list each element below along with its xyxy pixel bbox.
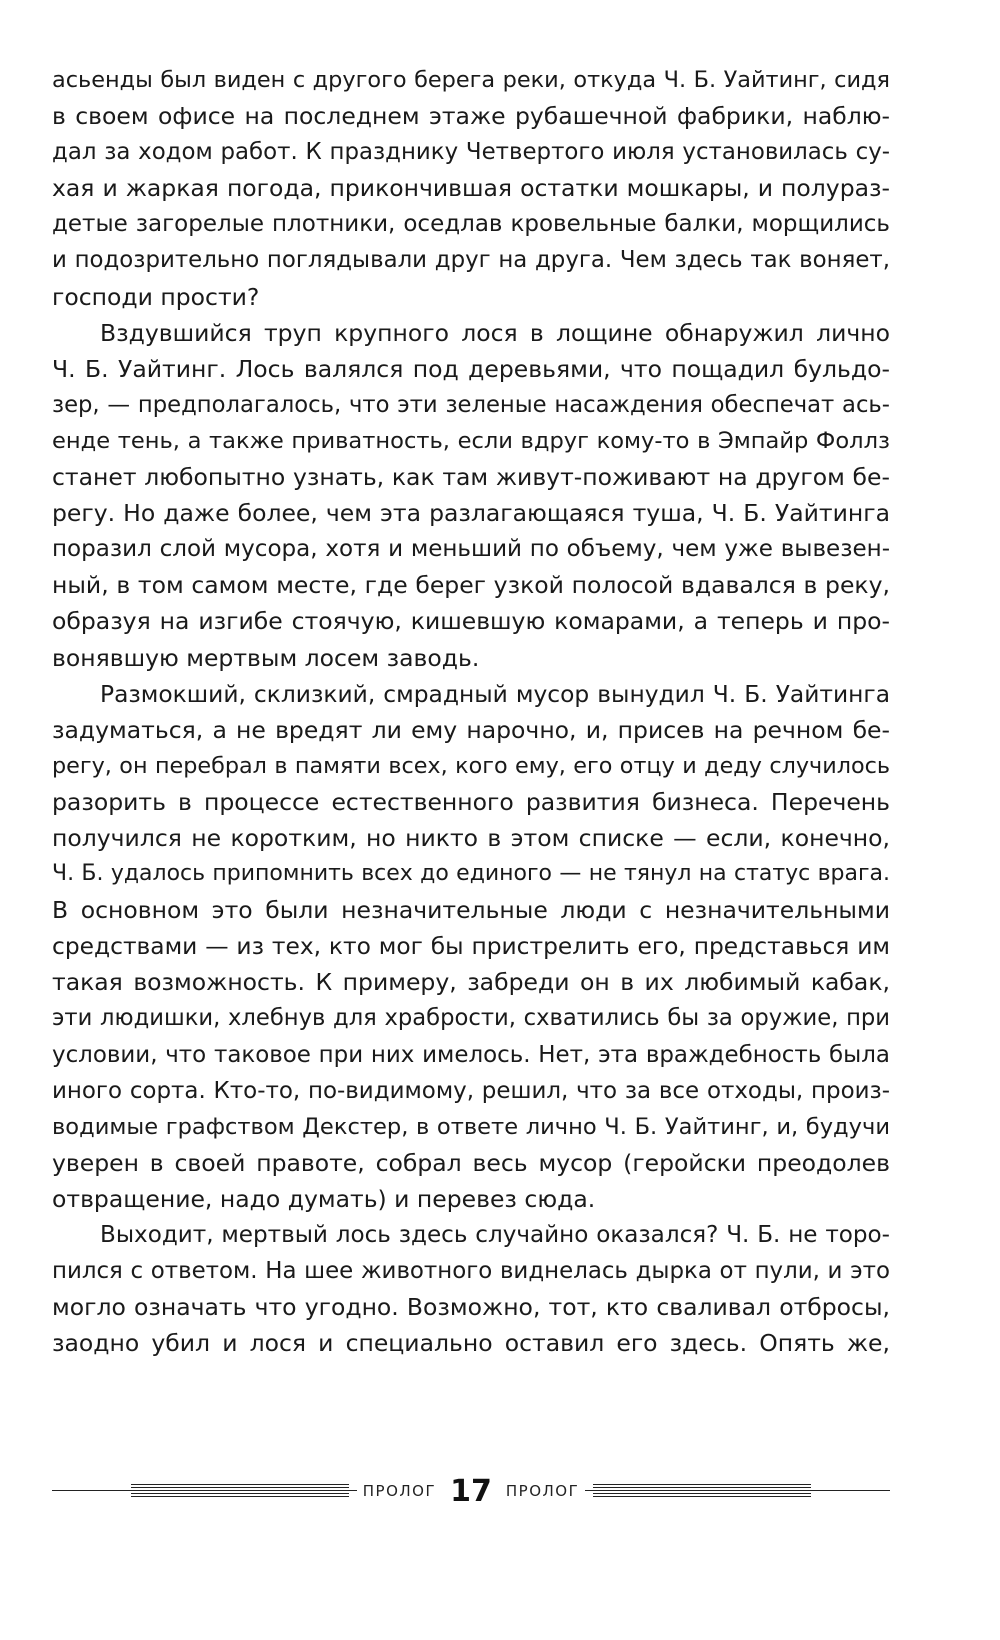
text-line: хая и жаркая погода, прикончившая остатки мошкары, и полураз-: [52, 174, 890, 203]
text-line: вонявшую мертвым лосем заводь.: [52, 643, 480, 672]
text-line: поразил слой мусора, хотя и меньший по объему, чем уже вывезен-: [52, 536, 890, 563]
footer-rule-right: [585, 1474, 890, 1508]
text-line: станет любопытно узнать, как там живут-поживают на другом бе-: [52, 463, 890, 492]
body-text: [52, 62, 890, 1361]
text-line: детые загорелые плотники, оседлав кровельные балки, морщились: [52, 211, 890, 238]
page-number: 17: [450, 1473, 492, 1509]
text-line: средствами — из тех, кто мог бы пристрелить его, представься им: [52, 932, 890, 961]
text-line: заодно убил и лося и специально оставил его здесь. Опять же,: [52, 1329, 890, 1358]
text-line: разорить в процессе естественного развития бизнеса. Перечень: [52, 787, 890, 816]
footer-rule-left: [52, 1474, 357, 1508]
text-line: дал за ходом работ. К празднику Четвертого июля установилась су-: [52, 139, 890, 166]
text-line: в своем офисе на последнем этаже рубашечной фабрики, наблю-: [52, 102, 890, 131]
text-line: Вздувшийся труп крупного лося в лощине обнаружил лично: [100, 318, 890, 347]
text-line: асьенды был виден с другого берега реки, откуда Ч. Б. Уайтинг, сидя: [52, 67, 890, 93]
text-line: эти людишки, хлебнув для храбрости, схватились бы за оружие, при: [52, 1005, 890, 1032]
text-line: регу, он перебрал в памяти всех, кого ему, его отцу и деду случилось: [52, 752, 890, 779]
text-line: Выходит, мертвый лось здесь случайно оказался? Ч. Б. не торо-: [100, 1222, 890, 1248]
text-line: ный, в том самом месте, где берег узкой полосой вдавался в реку,: [52, 571, 890, 600]
text-line: образуя на изгибе стоячую, кишевшую комарами, а теперь и про-: [52, 607, 890, 636]
text-line: Ч. Б. удалось припомнить всех до единого — не тянул на статус врага.: [52, 861, 890, 887]
text-line: условии, что таковое при них имелось. Нет, эта враждебность была: [52, 1041, 890, 1068]
page-footer: [52, 1474, 890, 1508]
text-line: водимые графством Декстер, в ответе лично Ч. Б. Уайтинг, и, будучи: [52, 1113, 890, 1140]
running-head-left: ПРОЛОГ: [362, 1482, 437, 1500]
text-line: господи прости?: [52, 282, 260, 311]
text-line: Ч. Б. Уайтинг. Лось валялся под деревьями, что пощадил бульдо-: [52, 354, 890, 383]
text-line: В основном это были незначительные люди с незначительными: [52, 896, 890, 925]
text-line: регу. Но даже более, чем эта разлагающаяся туша, Ч. Б. Уайтинга: [52, 499, 890, 528]
text-line: пился с ответом. На шее животного виднелась дырка от пули, и это: [52, 1258, 890, 1285]
text-line: могло означать что угодно. Возможно, тот, кто сваливал отбросы,: [52, 1293, 890, 1322]
text-line: получился не коротким, но никто в этом списке — если, конечно,: [52, 823, 890, 852]
text-line: отвращение, надо думать) и перевез сюда.: [52, 1184, 596, 1213]
running-head-right: ПРОЛОГ: [505, 1482, 580, 1500]
text-line: такая возможность. К примеру, забреди он в их любимый кабак,: [52, 968, 890, 997]
text-line: и подозрительно поглядывали друг на друга. Чем здесь так воняет,: [52, 247, 890, 274]
text-line: задуматься, а не вредят ли ему нарочно, и, присев на речном бе-: [52, 715, 890, 744]
text-line: зер, — предполагалось, что эти зеленые насаждения обеспечат ась-: [52, 391, 890, 418]
text-line: уверен в своей правоте, собрал весь мусор (геройски преодолев: [52, 1148, 890, 1177]
text-line: иного сорта. Кто-то, по-видимому, решил, что за все отходы, произ-: [52, 1077, 890, 1104]
text-line: Размокший, склизкий, смрадный мусор вынудил Ч. Б. Уайтинга: [100, 679, 890, 708]
text-line: енде тень, а также приватность, если вдруг кому-то в Эмпайр Фоллз: [52, 427, 890, 454]
